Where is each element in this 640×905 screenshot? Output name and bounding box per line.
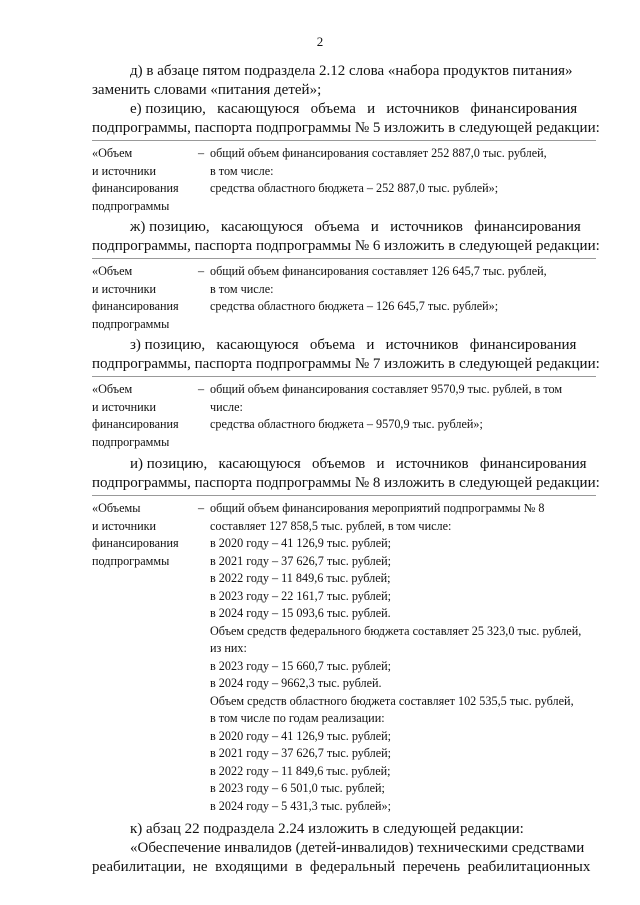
divider (92, 140, 596, 141)
value-line: в 2023 году – 22 161,7 тыс. рублей; (210, 588, 392, 603)
dash: – (198, 146, 205, 160)
value-line: в том числе по годам реализации: (210, 711, 385, 725)
label-line: подпрограммы (92, 553, 170, 568)
paragraph-line: подпрограммы, паспорта подпрограммы № 7 изложить в следующей редакции: (92, 356, 600, 372)
paragraph-line: заменить словами «питания детей»; (92, 82, 322, 98)
value-line: в 2023 году – 15 660,7 тыс. рублей; (210, 658, 392, 673)
value-line: составляет 127 858,5 тыс. рублей, в том числе: (210, 518, 452, 533)
passport-block-6 (92, 263, 596, 335)
block-label (92, 381, 205, 451)
value-line: в том числе: (210, 163, 274, 178)
label-line: «Объемы (92, 501, 141, 515)
value-line: общий объем финансирования составляет 252 887,0 тыс. рублей, (210, 146, 547, 160)
page-number: 2 (316, 34, 324, 49)
value-line: в 2022 году – 11 849,6 тыс. рублей; (210, 763, 391, 778)
value-line: в 2020 году – 41 126,9 тыс. рублей; (210, 728, 392, 743)
paragraph-line: з) позицию, касающуюся объема и источников финансирования (130, 337, 577, 353)
dash: – (198, 382, 205, 396)
value-line: Объем средств федерального бюджета составляет 25 323,0 тыс. рублей, (210, 623, 582, 638)
paragraph-k (92, 820, 596, 877)
label-line: и источники (92, 163, 157, 178)
paragraph-line: «Обеспечение инвалидов (детей-инвалидов) техническими средствами (130, 840, 585, 856)
value-line: Объем средств областного бюджета составляет 102 535,5 тыс. рублей, (210, 693, 574, 708)
value-line: в 2022 году – 11 849,6 тыс. рублей; (210, 571, 391, 585)
block-value (210, 263, 590, 316)
label-line: и источники (92, 281, 157, 296)
value-line: в 2024 году – 9662,3 тыс. рублей. (210, 676, 382, 690)
label-line: и источники (92, 399, 157, 414)
value-line: средства областного бюджета – 9570,9 тыс. рублей»; (210, 417, 483, 431)
paragraph-i (92, 455, 600, 493)
label-line: финансирования (92, 417, 179, 431)
value-line: в 2020 году – 41 126,9 тыс. рублей; (210, 536, 392, 550)
divider (92, 495, 596, 496)
paragraph-line: реабилитации, не входящими в федеральный перечень реабилитационных (92, 859, 591, 875)
label-line: «Объем (92, 146, 133, 160)
block-value (210, 145, 590, 198)
block-label (92, 145, 205, 215)
value-line: в 2024 году – 15 093,6 тыс. рублей. (210, 606, 391, 620)
paragraph-line: подпрограммы, паспорта подпрограммы № 6 изложить в следующей редакции: (92, 238, 600, 254)
paragraph-d (92, 62, 596, 100)
value-line: средства областного бюджета – 126 645,7 тыс. рублей»; (210, 299, 499, 313)
label-line: финансирования (92, 536, 179, 550)
label-line: финансирования (92, 181, 179, 195)
paragraph-line: и) позицию, касающуюся объемов и источников финансирования (130, 456, 587, 472)
value-line: в 2024 году – 5 431,3 тыс. рублей»; (210, 798, 392, 813)
passport-block-8 (92, 500, 596, 818)
paragraph-e (92, 100, 600, 138)
dash: – (198, 264, 205, 278)
block-label (92, 263, 205, 333)
value-line: из них: (210, 641, 247, 655)
label-line: подпрограммы (92, 316, 170, 331)
divider (92, 376, 596, 377)
block-value (210, 381, 590, 434)
label-line: финансирования (92, 299, 179, 313)
label-line: «Объем (92, 382, 133, 396)
value-line: в 2021 году – 37 626,7 тыс. рублей; (210, 746, 392, 760)
passport-block-7 (92, 381, 596, 453)
label-line: и источники (92, 518, 157, 533)
value-line: средства областного бюджета – 252 887,0 тыс. рублей»; (210, 181, 499, 195)
paragraph-line: е) позицию, касающуюся объема и источников финансирования (130, 101, 578, 117)
value-line: общий объем финансирования составляет 126 645,7 тыс. рублей, (210, 264, 547, 278)
paragraph-line: к) абзац 22 подраздела 2.24 изложить в следующей редакции: (130, 821, 524, 837)
value-line: в том числе: (210, 281, 274, 296)
block-label (92, 500, 205, 570)
label-line: «Объем (92, 264, 133, 278)
paragraph-zh (92, 218, 600, 256)
passport-block-5 (92, 145, 596, 217)
value-line: в 2021 году – 37 626,7 тыс. рублей; (210, 553, 392, 568)
block-value (210, 500, 590, 815)
paragraph-line: подпрограммы, паспорта подпрограммы № 5 изложить в следующей редакции: (92, 120, 600, 136)
paragraph-line: подпрограммы, паспорта подпрограммы № 8 изложить в следующей редакции: (92, 475, 600, 491)
paragraph-z (92, 336, 600, 374)
label-line: подпрограммы (92, 198, 170, 213)
paragraph-line: д) в абзаце пятом подраздела 2.12 слова «набора продуктов питания» (130, 63, 573, 79)
dash: – (198, 501, 205, 515)
value-line: общий объем финансирования мероприятий подпрограммы № 8 (210, 501, 545, 515)
paragraph-line: ж) позицию, касающуюся объема и источников финансирования (130, 219, 581, 235)
value-line: числе: (210, 399, 243, 414)
label-line: подпрограммы (92, 434, 170, 449)
divider (92, 258, 596, 259)
value-line: в 2023 году – 6 501,0 тыс. рублей; (210, 781, 385, 795)
value-line: общий объем финансирования составляет 9570,9 тыс. рублей, в том (210, 382, 563, 396)
